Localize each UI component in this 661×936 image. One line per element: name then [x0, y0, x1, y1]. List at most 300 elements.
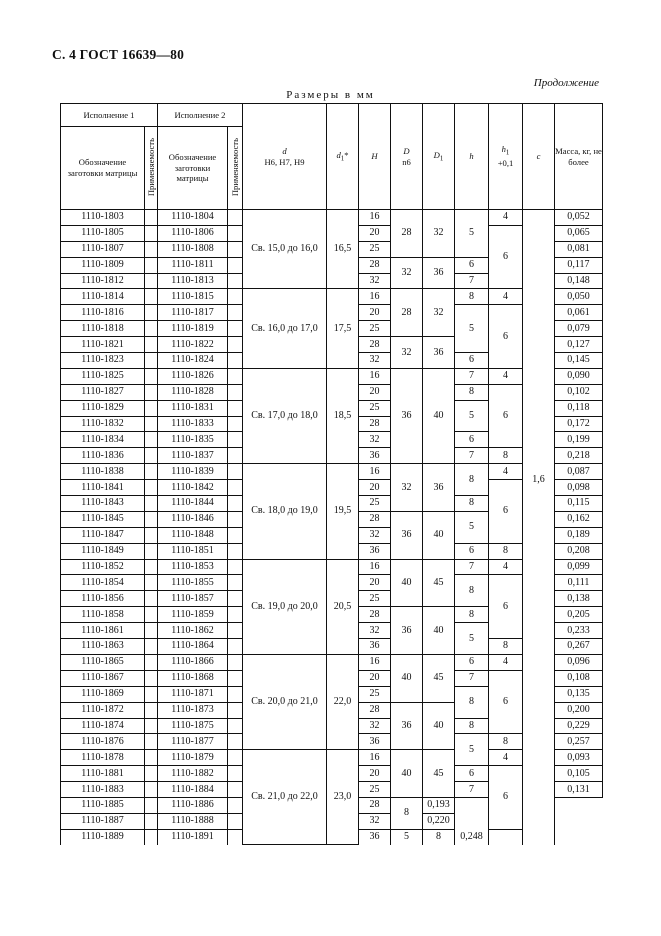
H-cell: 36 [359, 639, 391, 655]
h-cell: 5 [455, 305, 489, 353]
d-range-cell: Св. 16,0 до 17,0 [243, 289, 327, 368]
h1-cell: 4 [489, 750, 523, 766]
designation1-cell: 1110-1847 [61, 527, 145, 543]
D-cell: 40 [391, 654, 423, 702]
applicability2-cell [228, 686, 243, 702]
applicability2-cell [228, 384, 243, 400]
table-row [61, 210, 603, 226]
h-cell: 8 [455, 464, 489, 496]
designation2-cell: 1110-1804 [158, 210, 228, 226]
designation1-cell: 1110-1883 [61, 782, 145, 798]
designation2-cell: 1110-1837 [158, 448, 228, 464]
mass-cell: 0,061 [555, 305, 603, 321]
mass-cell: 0,233 [555, 623, 603, 639]
h-cell: 7 [455, 670, 489, 686]
H-cell: 16 [359, 464, 391, 480]
designation2-cell: 1110-1817 [158, 305, 228, 321]
designation2-cell: 1110-1846 [158, 511, 228, 527]
mass-cell: 0,052 [555, 210, 603, 226]
designation1-cell: 1110-1818 [61, 321, 145, 337]
applicability1-cell [145, 607, 158, 623]
h-cell: 5 [391, 829, 423, 844]
applicability1-cell [145, 464, 158, 480]
h-header [455, 104, 489, 210]
applicability1-cell [145, 670, 158, 686]
designation2-cell: 1110-1871 [158, 686, 228, 702]
designation1-cell: 1110-1834 [61, 432, 145, 448]
H-cell: 20 [359, 225, 391, 241]
h1-cell: 4 [489, 464, 523, 480]
mass-cell: 0,096 [555, 654, 603, 670]
mass-cell: 0,248 [455, 829, 489, 844]
designation2-cell: 1110-1831 [158, 400, 228, 416]
table-row [61, 289, 603, 305]
designation2-cell: 1110-1857 [158, 591, 228, 607]
designation2-cell: 1110-1848 [158, 527, 228, 543]
H-cell: 28 [359, 257, 391, 273]
designation2-cell: 1110-1833 [158, 416, 228, 432]
applicability1-cell [145, 400, 158, 416]
d-range-cell: Св. 15,0 до 16,0 [243, 210, 327, 289]
designation1-cell: 1110-1858 [61, 607, 145, 623]
applicability2-cell [228, 543, 243, 559]
mass-cell: 0,205 [555, 607, 603, 623]
d1-cell: 20,5 [327, 559, 359, 654]
D-cell: 36 [391, 702, 423, 750]
applicability2-cell [228, 829, 243, 844]
designation2-cell: 1110-1839 [158, 464, 228, 480]
applicability2-cell [228, 766, 243, 782]
mass-cell: 0,111 [555, 575, 603, 591]
designation2-header: Обозначение заготовки матрицы [158, 127, 228, 210]
applicability2-cell [228, 337, 243, 353]
designation2-cell: 1110-1888 [158, 813, 228, 829]
h1-cell: 6 [489, 305, 523, 369]
designation1-cell: 1110-1845 [61, 511, 145, 527]
designation2-cell: 1110-1851 [158, 543, 228, 559]
H-cell: 28 [359, 511, 391, 527]
designation1-cell: 1110-1885 [61, 797, 145, 813]
applicability1-text: Применяемость [145, 137, 156, 196]
applicability1-cell [145, 750, 158, 766]
h1-cell: 8 [489, 448, 523, 464]
mass-cell: 0,193 [423, 797, 455, 813]
mass-cell: 0,218 [555, 448, 603, 464]
applicability1-cell [145, 384, 158, 400]
D1-cell: 36 [423, 337, 455, 369]
H-cell: 25 [359, 591, 391, 607]
designation1-cell: 1110-1829 [61, 400, 145, 416]
H-cell: 16 [359, 210, 391, 226]
d1-symbol: d [336, 149, 341, 160]
D1-cell: 40 [423, 511, 455, 559]
mass-cell: 0,098 [555, 480, 603, 496]
D-symbol: D [403, 145, 410, 156]
applicability1-cell [145, 241, 158, 257]
d1-subscript: 1 [340, 154, 345, 163]
designation1-cell: 1110-1872 [61, 702, 145, 718]
applicability1-cell [145, 273, 158, 289]
designation2-cell: 1110-1844 [158, 496, 228, 512]
designation2-cell: 1110-1859 [158, 607, 228, 623]
designation2-cell: 1110-1875 [158, 718, 228, 734]
D1-header [423, 104, 455, 210]
h-cell: 6 [455, 766, 489, 782]
applicability2-cell [228, 813, 243, 829]
applicability1-cell [145, 591, 158, 607]
h-cell: 6 [455, 257, 489, 273]
applicability1-cell [145, 527, 158, 543]
d-symbol: d [282, 145, 287, 156]
applicability2-cell [228, 797, 243, 813]
dimensions-table [60, 103, 603, 845]
mass-cell: 0,079 [555, 321, 603, 337]
designation2-cell: 1110-1879 [158, 750, 228, 766]
D1-subscript: 1 [439, 154, 444, 163]
applicability2-cell [228, 321, 243, 337]
applicability2-cell [228, 511, 243, 527]
mass-cell: 0,189 [555, 527, 603, 543]
D-cell: 28 [391, 289, 423, 337]
D1-symbol: D [433, 149, 440, 160]
designation1-cell: 1110-1809 [61, 257, 145, 273]
h1-cell: 6 [489, 225, 523, 289]
h-cell: 8 [455, 289, 489, 305]
H-cell: 20 [359, 305, 391, 321]
H-cell: 32 [359, 718, 391, 734]
applicability1-cell [145, 702, 158, 718]
designation1-cell: 1110-1861 [61, 623, 145, 639]
H-cell: 16 [359, 559, 391, 575]
designation2-cell: 1110-1824 [158, 353, 228, 369]
version1-header: Исполнение 1 [61, 104, 158, 127]
h-cell: 7 [455, 448, 489, 464]
applicability2-cell [228, 782, 243, 798]
h1-cell: 4 [489, 654, 523, 670]
applicability2-cell [228, 591, 243, 607]
mass-cell: 0,090 [555, 368, 603, 384]
h-cell: 5 [455, 210, 489, 258]
h-cell: 7 [455, 782, 489, 798]
H-cell: 16 [359, 289, 391, 305]
designation1-cell: 1110-1803 [61, 210, 145, 226]
d-range-cell: Св. 20,0 до 21,0 [243, 654, 327, 749]
h-cell: 7 [455, 273, 489, 289]
table-row [61, 368, 603, 384]
c-cell-top [523, 210, 555, 464]
designation1-cell: 1110-1816 [61, 305, 145, 321]
applicability1-cell [145, 797, 158, 813]
applicability1-cell [145, 353, 158, 369]
mass-cell: 0,200 [555, 702, 603, 718]
table-row [61, 654, 603, 670]
h1-cell: 8 [489, 734, 523, 750]
H-cell: 20 [359, 766, 391, 782]
applicability2-cell [228, 257, 243, 273]
mass-cell: 0,145 [555, 353, 603, 369]
designation2-cell: 1110-1884 [158, 782, 228, 798]
applicability2-cell [228, 464, 243, 480]
designation2-cell: 1110-1886 [158, 797, 228, 813]
H-cell: 32 [359, 813, 391, 829]
mass-cell: 0,127 [555, 337, 603, 353]
designation2-cell: 1110-1815 [158, 289, 228, 305]
mass-cell: 0,208 [555, 543, 603, 559]
mass-cell: 0,118 [555, 400, 603, 416]
designation1-cell: 1110-1814 [61, 289, 145, 305]
H-cell: 36 [359, 448, 391, 464]
h-cell: 6 [455, 432, 489, 448]
applicability1-cell [145, 639, 158, 655]
d1-cell: 19,5 [327, 464, 359, 559]
applicability1-cell [145, 368, 158, 384]
D-cell: 40 [391, 559, 423, 607]
applicability2-cell [228, 496, 243, 512]
designation1-cell: 1110-1889 [61, 829, 145, 844]
applicability1-cell [145, 829, 158, 844]
D1-cell: 40 [423, 607, 455, 655]
H-cell: 20 [359, 480, 391, 496]
D-header [391, 104, 423, 210]
applicability2-cell [228, 702, 243, 718]
designation1-cell: 1110-1843 [61, 496, 145, 512]
h1-cell: 6 [489, 575, 523, 639]
applicability2-cell [228, 225, 243, 241]
applicability1-cell [145, 511, 158, 527]
designation1-cell: 1110-1869 [61, 686, 145, 702]
h-cell: 8 [455, 718, 489, 734]
table-body [61, 210, 603, 845]
D-cell: 36 [391, 511, 423, 559]
designation2-cell: 1110-1819 [158, 321, 228, 337]
H-cell: 25 [359, 400, 391, 416]
applicability1-cell [145, 448, 158, 464]
h-cell: 5 [455, 734, 489, 766]
H-cell: 20 [359, 575, 391, 591]
H-cell: 25 [359, 686, 391, 702]
D-cell: 40 [391, 750, 423, 798]
H-header [359, 104, 391, 210]
applicability2-cell [228, 718, 243, 734]
h1-cell: 6 [489, 670, 523, 734]
d1-star: * [344, 149, 349, 160]
H-cell: 32 [359, 273, 391, 289]
applicability1-cell [145, 718, 158, 734]
H-cell: 25 [359, 241, 391, 257]
applicability2-cell [228, 654, 243, 670]
H-cell: 32 [359, 353, 391, 369]
mass-cell: 0,102 [555, 384, 603, 400]
H-cell: 25 [359, 782, 391, 798]
h1-cell: 8 [489, 639, 523, 655]
D1-cell: 45 [423, 654, 455, 702]
designation1-cell: 1110-1807 [61, 241, 145, 257]
table-row [61, 464, 603, 480]
h1-cell: 8 [423, 829, 455, 844]
d-range-cell: Св. 21,0 до 22,0 [243, 750, 327, 845]
H-cell: 36 [359, 543, 391, 559]
h1-cell: 4 [489, 368, 523, 384]
H-cell: 28 [359, 702, 391, 718]
D1-cell: 40 [423, 368, 455, 463]
applicability1-cell [145, 305, 158, 321]
mass-cell: 0,050 [555, 289, 603, 305]
applicability2-cell [228, 400, 243, 416]
applicability2-cell [228, 527, 243, 543]
H-cell: 36 [359, 829, 391, 844]
D-cell: 36 [391, 607, 423, 655]
applicability2-cell [228, 559, 243, 575]
mass-cell: 0,105 [555, 766, 603, 782]
d-range-cell: Св. 17,0 до 18,0 [243, 368, 327, 463]
mass-cell: 0,099 [555, 559, 603, 575]
designation1-cell: 1110-1876 [61, 734, 145, 750]
designation2-cell: 1110-1806 [158, 225, 228, 241]
mass-cell: 0,131 [555, 782, 603, 798]
h1-cell: 6 [489, 480, 523, 544]
c-header [523, 104, 555, 210]
D1-cell: 40 [423, 702, 455, 750]
h-cell: 6 [455, 654, 489, 670]
mass-header: Масса, кг, не более [555, 104, 603, 210]
designation1-cell: 1110-1821 [61, 337, 145, 353]
D1-cell: 45 [423, 559, 455, 607]
H-cell: 20 [359, 384, 391, 400]
mass-cell: 0,081 [555, 241, 603, 257]
mass-cell: 0,065 [555, 225, 603, 241]
H-cell: 32 [359, 432, 391, 448]
applicability1-cell [145, 782, 158, 798]
applicability1-header [145, 127, 158, 210]
h1-symbol: h [501, 144, 506, 155]
applicability2-cell [228, 734, 243, 750]
h1-cell: 6 [489, 766, 523, 830]
h-cell: 5 [455, 623, 489, 655]
h-cell: 8 [455, 607, 489, 623]
applicability1-cell [145, 337, 158, 353]
applicability2-cell [228, 639, 243, 655]
mass-cell: 0,108 [555, 670, 603, 686]
applicability1-cell [145, 289, 158, 305]
D1-cell: 36 [423, 257, 455, 289]
mass-cell: 0,162 [555, 511, 603, 527]
applicability1-cell [145, 623, 158, 639]
mass-cell: 0,267 [555, 639, 603, 655]
H-cell: 25 [359, 321, 391, 337]
h-cell: 8 [391, 797, 423, 829]
designation1-cell: 1110-1812 [61, 273, 145, 289]
applicability1-cell [145, 321, 158, 337]
applicability2-cell [228, 416, 243, 432]
designation1-cell: 1110-1849 [61, 543, 145, 559]
d1-cell: 22,0 [327, 654, 359, 749]
designation1-cell: 1110-1805 [61, 225, 145, 241]
mass-cell: 0,199 [555, 432, 603, 448]
mass-cell: 0,148 [555, 273, 603, 289]
d1-cell: 18,5 [327, 368, 359, 463]
designation1-header: Обозначение заготовки матрицы [61, 127, 145, 210]
applicability2-cell [228, 480, 243, 496]
H-cell: 28 [359, 337, 391, 353]
designation2-cell: 1110-1855 [158, 575, 228, 591]
designation1-cell: 1110-1863 [61, 639, 145, 655]
d1-header [327, 104, 359, 210]
designation2-cell: 1110-1828 [158, 384, 228, 400]
H-cell: 16 [359, 368, 391, 384]
applicability1-cell [145, 654, 158, 670]
applicability1-cell [145, 686, 158, 702]
applicability2-cell [228, 623, 243, 639]
H-cell: 28 [359, 797, 391, 813]
h-cell: 8 [455, 686, 489, 718]
designation2-cell: 1110-1842 [158, 480, 228, 496]
h-cell: 8 [455, 496, 489, 512]
designation1-cell: 1110-1823 [61, 353, 145, 369]
designation2-cell: 1110-1822 [158, 337, 228, 353]
designation2-cell: 1110-1826 [158, 368, 228, 384]
applicability2-cell [228, 432, 243, 448]
designation1-cell: 1110-1832 [61, 416, 145, 432]
h-cell: 8 [455, 575, 489, 607]
designation1-cell: 1110-1827 [61, 384, 145, 400]
applicability1-cell [145, 734, 158, 750]
applicability1-cell [145, 210, 158, 226]
designation1-cell: 1110-1841 [61, 480, 145, 496]
mass-cell: 0,229 [555, 718, 603, 734]
d-tolerance: H6, H7, H9 [264, 156, 305, 167]
designation2-cell: 1110-1862 [158, 623, 228, 639]
H-cell: 32 [359, 527, 391, 543]
h-cell: 5 [455, 400, 489, 432]
designation1-cell: 1110-1874 [61, 718, 145, 734]
D-cell: 36 [391, 368, 423, 463]
applicability2-cell [228, 289, 243, 305]
designation2-cell: 1110-1877 [158, 734, 228, 750]
designation2-cell: 1110-1866 [158, 654, 228, 670]
designation2-cell: 1110-1813 [158, 273, 228, 289]
H-cell: 28 [359, 607, 391, 623]
mass-cell: 0,115 [555, 496, 603, 512]
D1-cell: 32 [423, 210, 455, 258]
d-range-cell: Св. 18,0 до 19,0 [243, 464, 327, 559]
designation2-cell: 1110-1873 [158, 702, 228, 718]
applicability2-cell [228, 241, 243, 257]
applicability1-cell [145, 480, 158, 496]
H-cell: 25 [359, 496, 391, 512]
H-cell: 16 [359, 750, 391, 766]
mass-cell: 0,087 [555, 464, 603, 480]
H-cell: 20 [359, 670, 391, 686]
H-cell: 32 [359, 623, 391, 639]
mass-cell: 0,172 [555, 416, 603, 432]
designation1-cell: 1110-1836 [61, 448, 145, 464]
mass-cell: 0,257 [555, 734, 603, 750]
designation2-cell: 1110-1891 [158, 829, 228, 844]
table-row [61, 750, 603, 766]
mass-cell: 0,093 [555, 750, 603, 766]
dimensions-title: Размеры в мм [286, 89, 375, 101]
D1-cell: 36 [423, 464, 455, 512]
mass-cell: 0,135 [555, 686, 603, 702]
h1-header [489, 104, 523, 210]
designation2-cell: 1110-1864 [158, 639, 228, 655]
D-cell: 28 [391, 210, 423, 258]
applicability2-cell [228, 210, 243, 226]
applicability1-cell [145, 543, 158, 559]
designation1-cell: 1110-1838 [61, 464, 145, 480]
h1-cell: 4 [489, 559, 523, 575]
designation1-cell: 1110-1887 [61, 813, 145, 829]
